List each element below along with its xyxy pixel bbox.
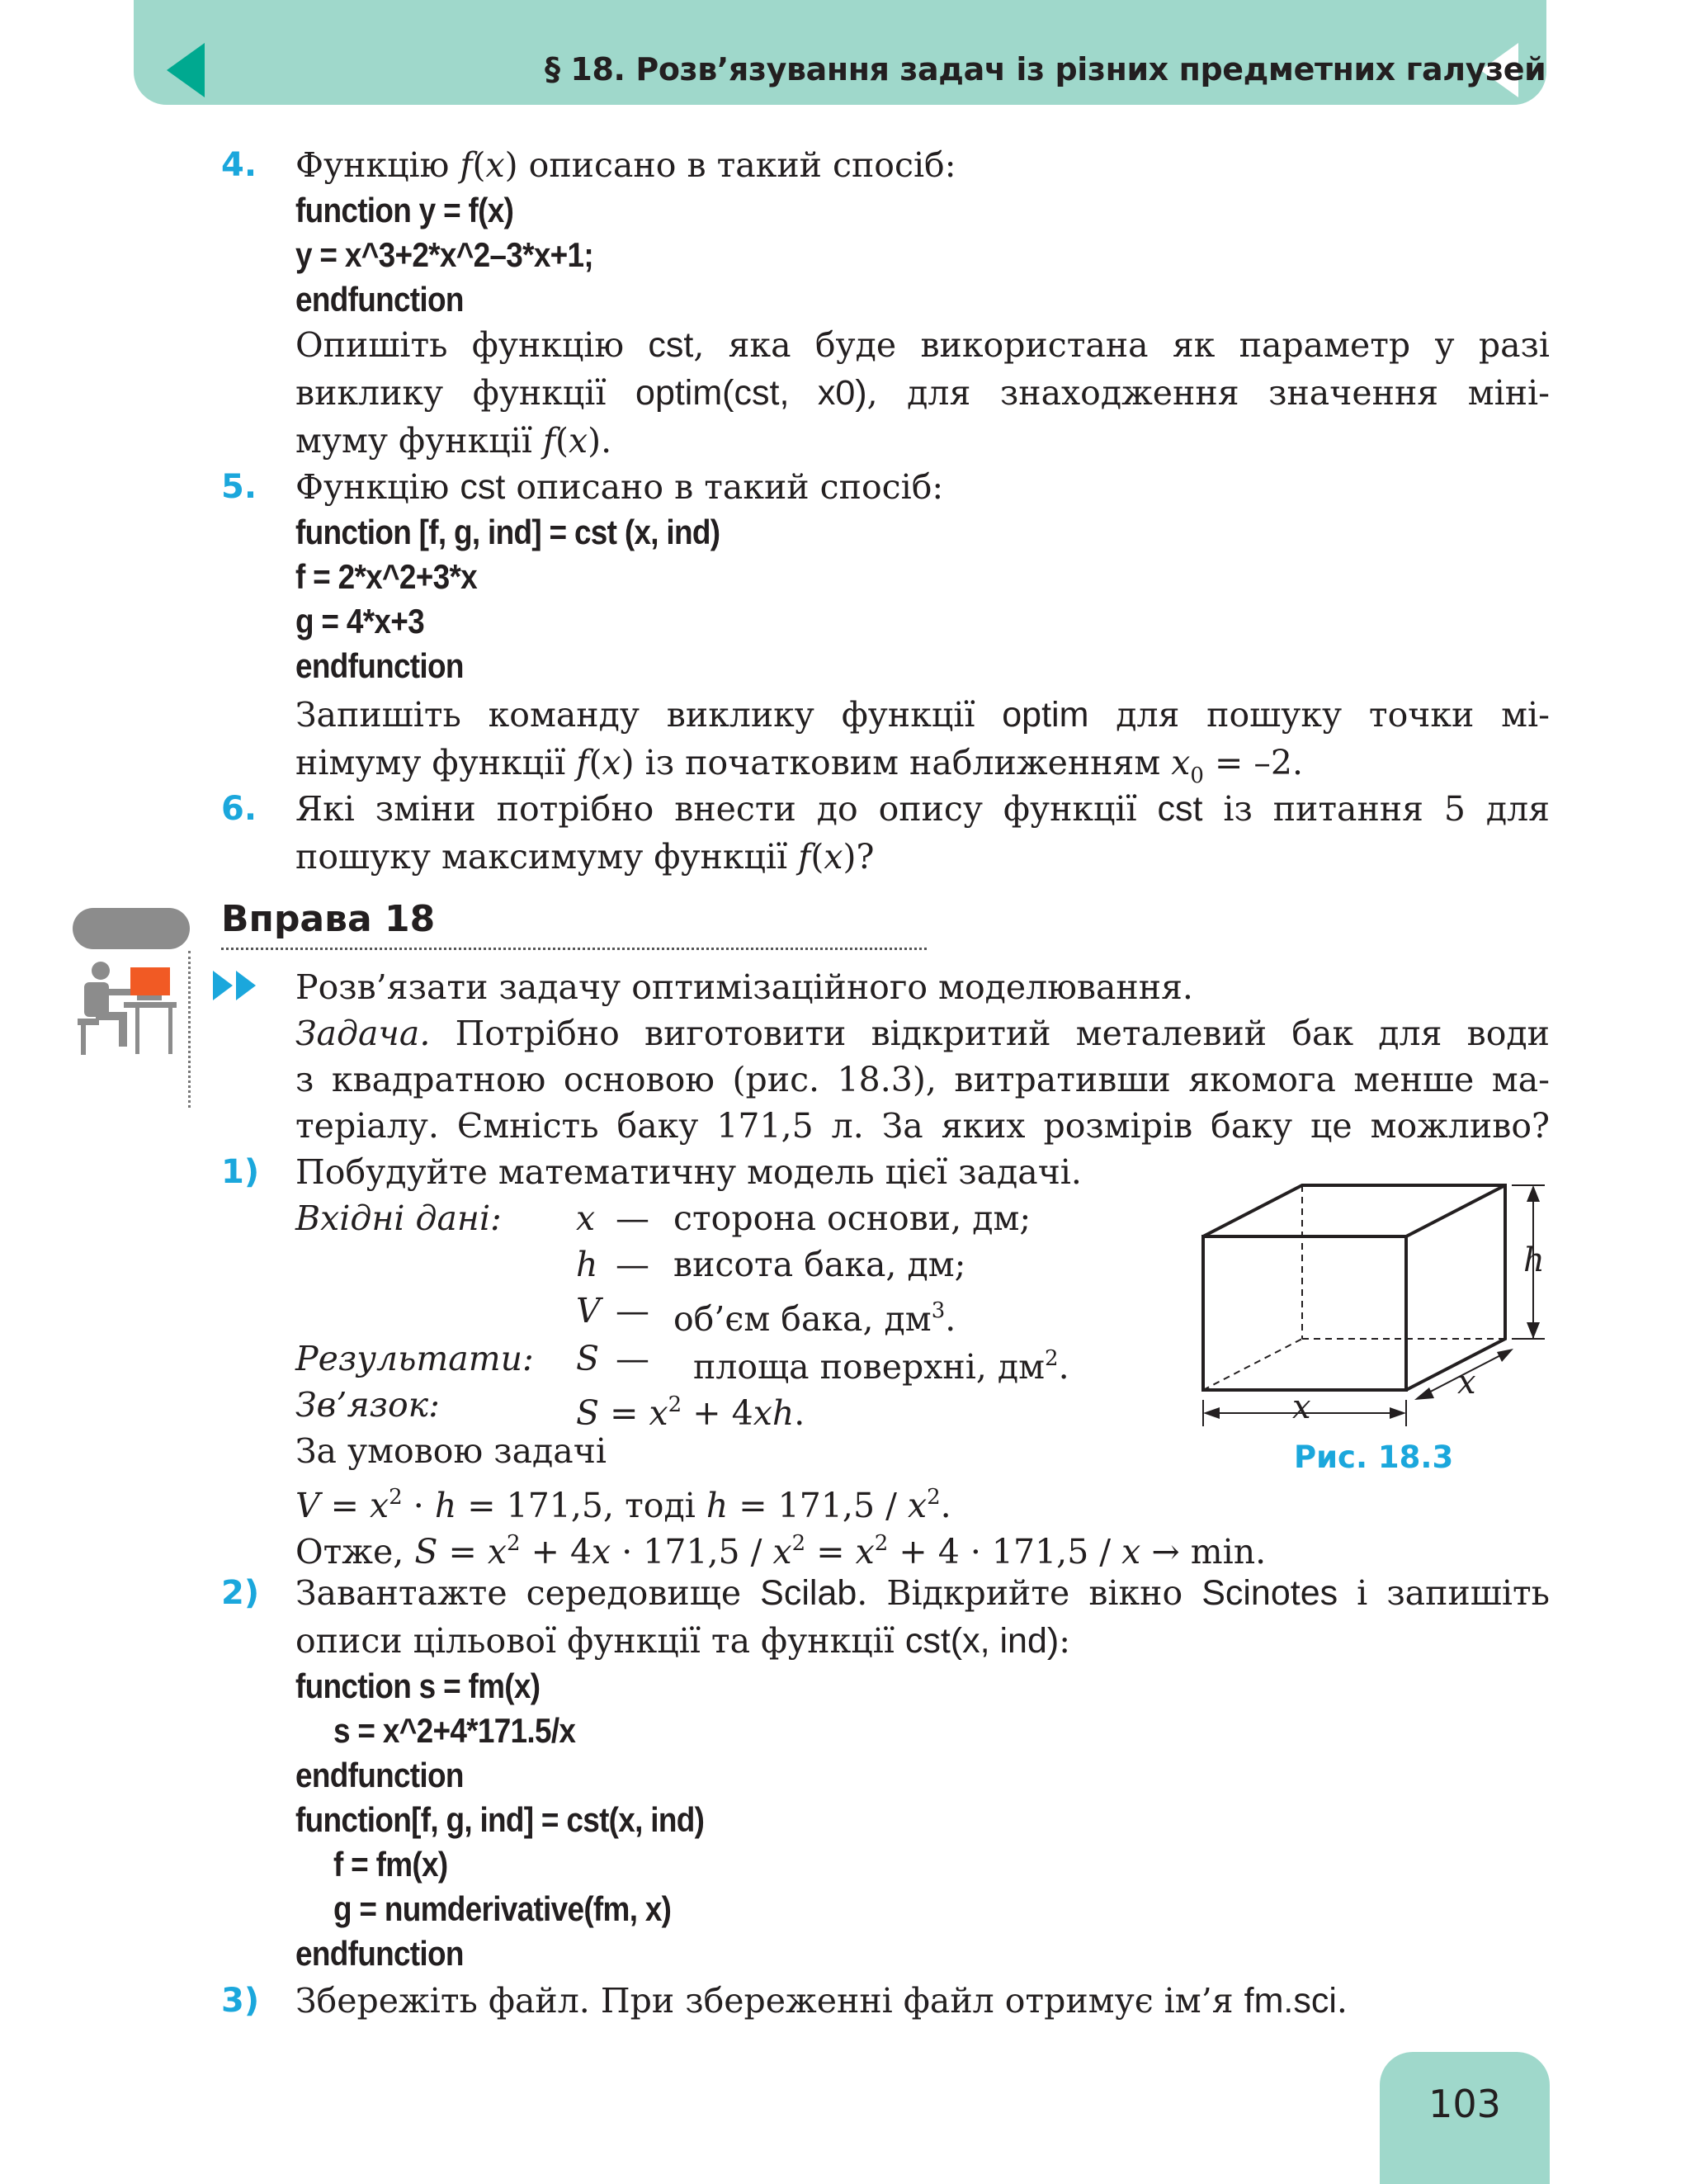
step-1-text: Побудуйте математичну модель цієї задачі.	[295, 1152, 1082, 1192]
question-6-text-1: Які зміни потрібно внести до опису функції cst із питання 5 для	[295, 789, 1550, 829]
step-number: 2)	[221, 1574, 260, 1612]
relation-label: Зв’язок:	[295, 1385, 440, 1425]
code-line: function y = f(x)	[295, 191, 514, 229]
code-line: f = fm(x)	[333, 1845, 448, 1884]
page-number: 103	[1428, 2082, 1501, 2126]
figure-caption: Рис. 18.3	[1294, 1439, 1454, 1475]
exercise-intro: Розв’язати задачу оптимізаційного моделювання.	[295, 967, 1193, 1007]
tank-front-face	[1203, 1236, 1406, 1390]
question-number: 5.	[221, 468, 257, 506]
dash: —	[616, 1291, 649, 1331]
section-title: § 18. Розв’язування задач із різних предметних галузей	[545, 51, 1546, 87]
exercise-tab	[73, 908, 190, 949]
tank-figure	[1188, 1177, 1551, 1433]
dash: —	[616, 1339, 649, 1378]
divider	[188, 951, 191, 1108]
variable: x	[576, 1198, 596, 1238]
previous-page-arrow-icon[interactable]	[167, 43, 205, 97]
question-6-text-2: пошуку максимуму функції f(x)?	[295, 837, 875, 877]
formula-surface: Отже, $S = x^2 + 4x \cdot 171,5 / x^2 = x^2 + 4 \cdot 171,5 / x \to \min$.	[295, 1531, 1267, 1572]
depth-label: x	[1457, 1364, 1476, 1402]
code-line: s = x^2+4*171.5/x	[333, 1711, 576, 1750]
code-line: g = 4*x+3	[295, 602, 425, 641]
code-line: function[f, g, ind] = cst(x, ind)	[295, 1800, 705, 1839]
width-label: x	[1292, 1388, 1311, 1426]
height-label: h	[1523, 1241, 1545, 1279]
task-line-1: Задача. Потрібно виготовити відкритий металевий бак для води	[295, 1014, 1550, 1053]
double-arrow-icon	[213, 969, 259, 1002]
step-3-text: Збережіть файл. При збереженні файл отримує ім’я fm.sci.	[295, 1981, 1348, 2021]
variable-description: об’єм бака, $дм^3$.	[673, 1298, 956, 1339]
results-label: Результати:	[295, 1339, 534, 1378]
question-4-text-3: муму функції f(x).	[295, 421, 612, 461]
step-number: 1)	[221, 1153, 260, 1191]
variable-description: сторона основи, дм;	[673, 1198, 1031, 1238]
question-4-line-1: Функцію f(x) описано в такий спосіб:	[295, 145, 956, 185]
code-line: f = 2*x^2+3*x	[295, 557, 477, 596]
question-5-line-1: Функцію cst описано в такий спосіб:	[295, 467, 944, 507]
question-4-text-2: виклику функції optim(cst, x0), для знаходження значення міні-	[295, 373, 1550, 413]
question-number: 6.	[221, 790, 257, 828]
question-5-text-2: німуму функції f(x) із початковим наближенням $x_0 = -2$.	[295, 743, 1304, 788]
code-line: endfunction	[295, 1934, 464, 1973]
input-data-label: Вхідні дані:	[295, 1198, 502, 1238]
question-4-text-1: Опишіть функцію cst, яка буде використана як параметр у разі	[295, 325, 1551, 365]
code-line: endfunction	[295, 1756, 464, 1794]
code-line: function s = fm(x)	[295, 1666, 541, 1705]
exercise-title: Вправа 18	[221, 898, 436, 940]
code-line: function [f, g, ind] = cst (x, ind)	[295, 513, 720, 551]
code-line: endfunction	[295, 646, 464, 685]
relation-formula: $S = x^2 + 4xh$.	[576, 1392, 805, 1433]
dash: —	[616, 1245, 649, 1284]
dash: —	[616, 1198, 649, 1238]
variable: h	[576, 1245, 598, 1284]
variable-description: площа поверхні, $дм^2$.	[693, 1346, 1069, 1387]
code-line: y = x^3+2*x^2–3*x+1;	[295, 235, 594, 274]
divider	[221, 948, 927, 950]
computer-user-icon	[78, 961, 177, 1057]
tank-back-edges	[1203, 1185, 1505, 1390]
variable: S	[576, 1339, 600, 1378]
step-2-text-2: описи цільової функції та функції cst(x, ind):	[295, 1621, 1071, 1661]
step-number: 3)	[221, 1982, 260, 2020]
step-2-text-1: Завантажте середовище Scilab. Відкрийте вікно Scinotes і запишіть	[295, 1573, 1551, 1613]
condition-text: За умовою задачі	[295, 1431, 607, 1471]
hidden-edge	[1203, 1339, 1302, 1390]
variable-description: висота бака, дм;	[673, 1245, 966, 1284]
code-line: g = numderivative(fm, x)	[333, 1889, 672, 1928]
question-5-text-1: Запишіть команду виклику функції optim для пошуку точки мі-	[295, 695, 1550, 735]
variable: V	[576, 1291, 601, 1331]
code-line: endfunction	[295, 280, 464, 319]
formula-volume: $V = x^2 \cdot h = 171,5$, тоді $h = 171,5 / x^2$.	[295, 1485, 951, 1525]
task-line-3: теріалу. Ємність баку 171,5 л. За яких розмірів баку це можливо?	[295, 1106, 1550, 1146]
task-line-2: з квадратною основою (рис. 18.3), витративши якомога менше ма-	[295, 1060, 1550, 1099]
question-number: 4.	[221, 146, 257, 184]
